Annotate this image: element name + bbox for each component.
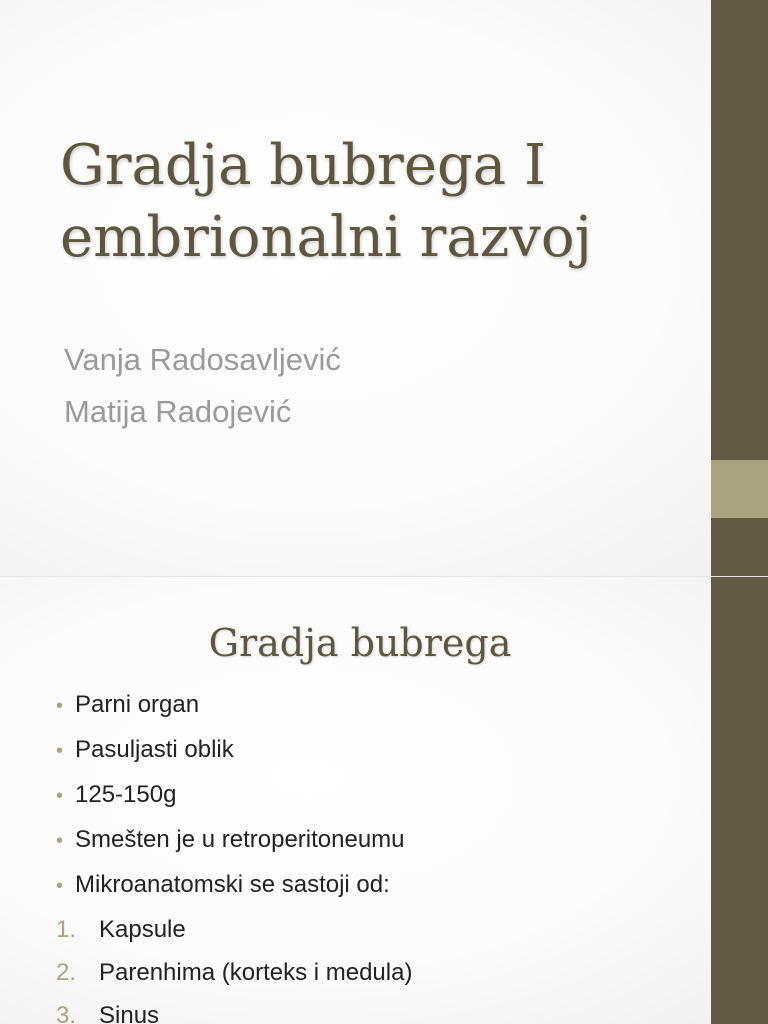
item-number: 3. — [56, 1002, 77, 1024]
list-item-text: 125-150g — [75, 781, 177, 808]
bullet-icon: • — [56, 740, 64, 762]
bullet-list — [56, 683, 412, 1024]
list-item — [56, 818, 412, 863]
author-name: Matija Radojević — [64, 394, 292, 429]
item-number: 2. — [56, 959, 77, 986]
item-number: 1. — [56, 916, 77, 943]
slide-title — [60, 130, 680, 274]
bullet-icon: • — [56, 695, 64, 717]
list-item-text: Parni organ — [75, 691, 200, 718]
title-line-1: Gradja bubrega I — [60, 133, 547, 198]
title-line-2: embrionalni razvoj — [60, 205, 592, 270]
author-list — [64, 334, 341, 438]
bullet-icon: • — [56, 785, 64, 807]
bullet-icon: • — [56, 875, 64, 897]
content-slide — [0, 576, 768, 1024]
bullet-icon: • — [56, 830, 64, 852]
sidebar-accent — [711, 460, 768, 518]
list-item-text: Kapsule — [99, 916, 186, 943]
list-item-text: Smešten je u retroperitoneumu — [75, 826, 405, 853]
slide-title: Gradja bubrega — [208, 621, 512, 665]
list-item-text: Pasuljasti oblik — [75, 736, 234, 763]
list-item-text: Mikroanatomski se sastoji od: — [75, 871, 390, 898]
numbered-item — [56, 908, 412, 951]
list-item-text: Sinus — [99, 1002, 160, 1024]
list-item — [56, 728, 412, 773]
list-item — [56, 863, 412, 908]
author-name: Vanja Radosavljević — [64, 342, 341, 377]
numbered-item — [56, 994, 412, 1024]
numbered-item — [56, 951, 412, 994]
list-item — [56, 683, 412, 728]
list-item — [56, 773, 412, 818]
list-item-text: Parenhima (korteks i medula) — [99, 959, 413, 986]
